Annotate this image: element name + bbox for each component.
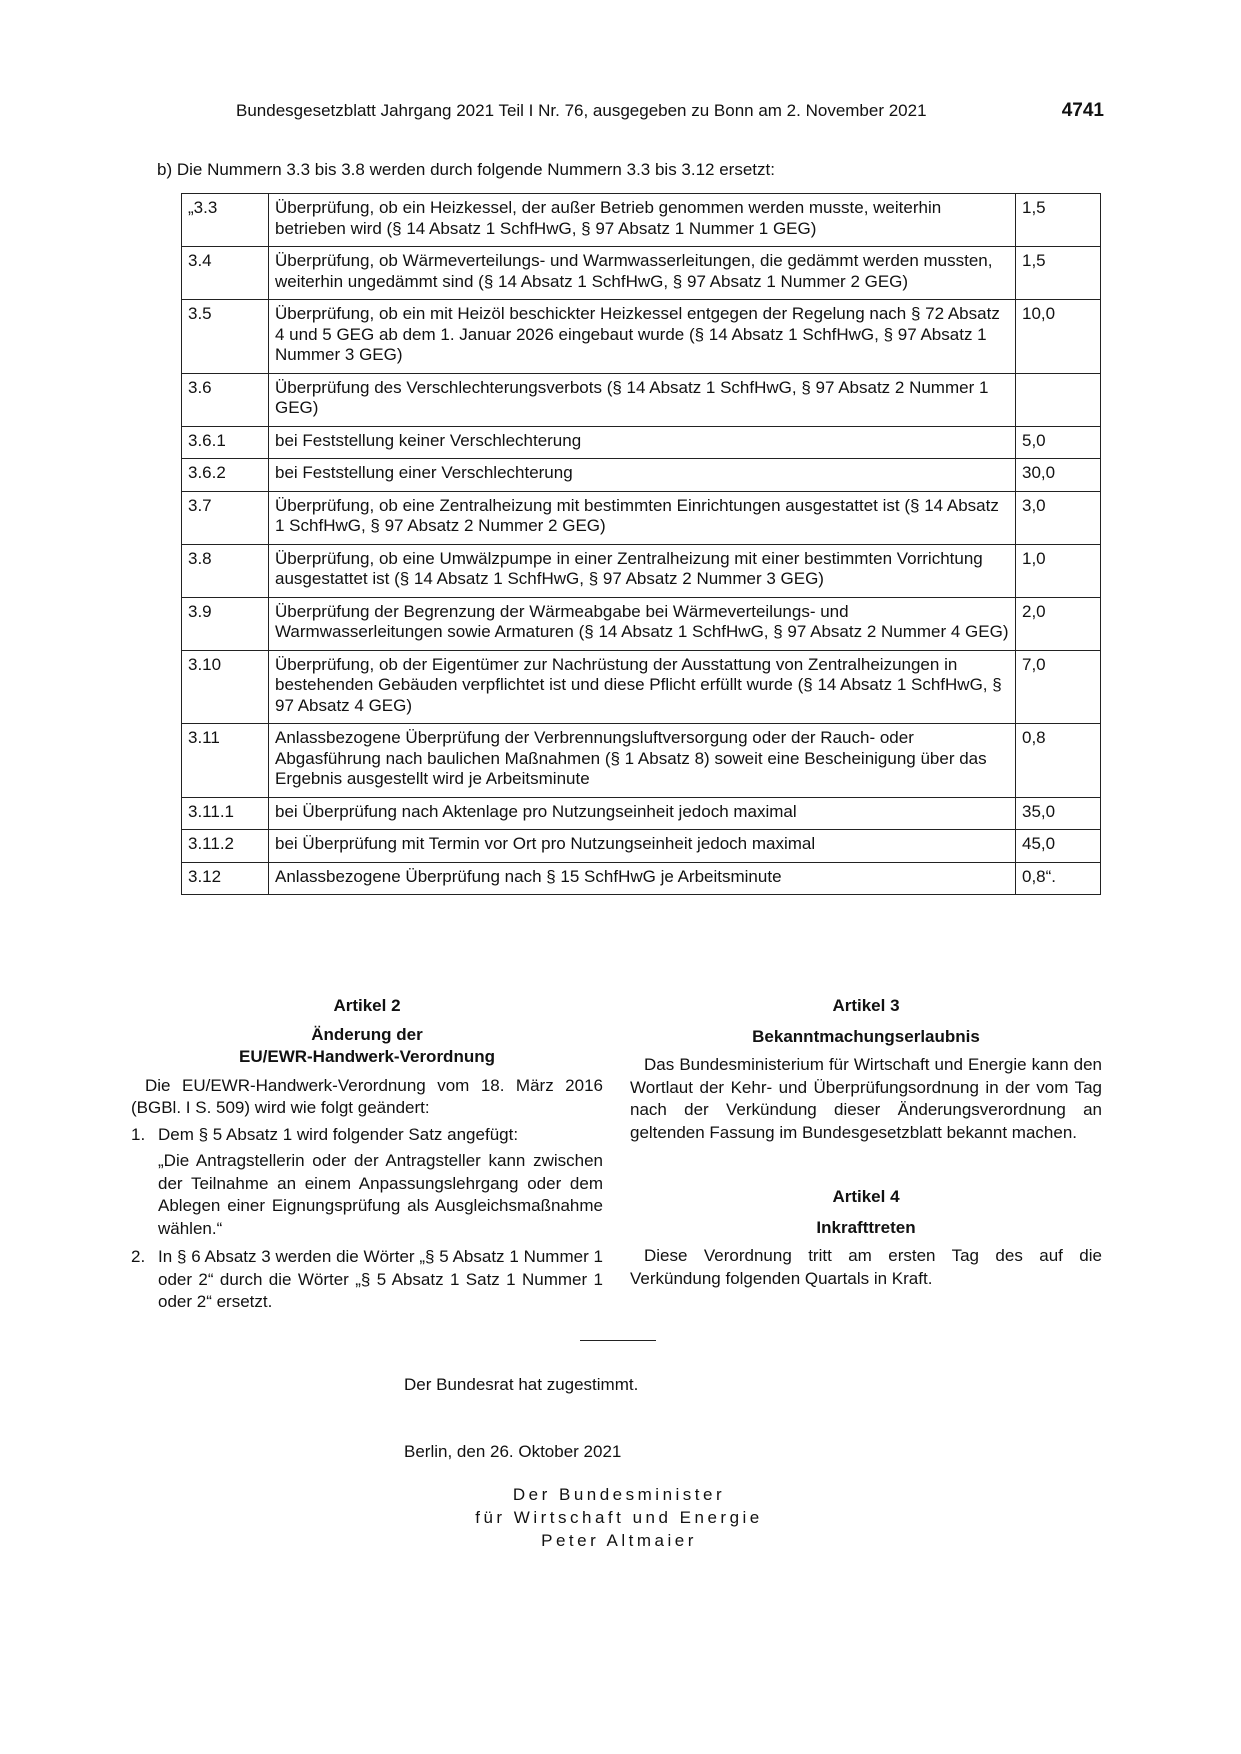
table-row bbox=[182, 194, 1101, 247]
table-row bbox=[182, 650, 1101, 724]
table-row bbox=[182, 247, 1101, 300]
table-row bbox=[182, 426, 1101, 459]
row-description: Anlassbezogene Überprüfung der Verbrennungsluftversorgung oder der Rauch- oder Abgasführung nach baulichen Maßnahmen (§ 1 Absatz 8) soweit eine Bescheinigung über das Ergebnis ausgestellt wird je Arbeitsminute bbox=[269, 724, 1016, 798]
table-row bbox=[182, 797, 1101, 830]
article-4-text: Diese Verordnung tritt am ersten Tag des auf die Verkündung folgenden Quartals in Kraft. bbox=[630, 1246, 1102, 1288]
row-fee-value: 1,5 bbox=[1016, 247, 1101, 300]
row-number: 3.6.2 bbox=[182, 459, 269, 492]
table-row bbox=[182, 830, 1101, 863]
list-item-label: 1. bbox=[131, 1124, 146, 1144]
table-row bbox=[182, 459, 1101, 492]
row-number: 3.11.1 bbox=[182, 797, 269, 830]
signatory-title: Der Bundesminister bbox=[512, 1485, 726, 1504]
row-description: Überprüfung, ob ein mit Heizöl beschickter Heizkessel entgegen der Regelung nach § 72 Absatz 4 und 5 GEG ab dem 1. Januar 2026 eingebaut wurde (§ 14 Absatz 1 SchfHwG, § 97 Absatz 1 Nummer 3 GEG) bbox=[269, 300, 1016, 374]
article-3-title: Bekanntmachungserlaubnis bbox=[752, 1026, 980, 1046]
row-description: Überprüfung, ob Wärmeverteilungs- und Warmwasserleitungen, die gedämmt werden mussten, weiterhin ungedämmt sind (§ 14 Absatz 1 SchfHwG, § 97 Absatz 1 Nummer 2 GEG) bbox=[269, 247, 1016, 300]
article-4-heading: Artikel 4 bbox=[832, 1187, 900, 1206]
signature-block bbox=[404, 1483, 834, 1552]
article-3-heading: Artikel 3 bbox=[832, 996, 900, 1015]
row-description: Überprüfung der Begrenzung der Wärmeabgabe bei Wärmeverteilungs- und Warmwasserleitungen sowie Armaturen (§ 14 Absatz 1 SchfHwG, § 97 Absatz 2 Nummer 4 GEG) bbox=[269, 597, 1016, 650]
row-fee-value: 3,0 bbox=[1016, 491, 1101, 544]
articles-3-4 bbox=[630, 995, 1102, 1290]
article-2-title-line1: Änderung der bbox=[311, 1024, 423, 1044]
row-description: bei Überprüfung nach Aktenlage pro Nutzungseinheit jedoch maximal bbox=[269, 797, 1016, 830]
article-2-intro: Die EU/EWR-Handwerk-Verordnung vom 18. März 2016 (BGBl. I S. 509) wird wie folgt geändert: bbox=[131, 1075, 603, 1117]
row-description: bei Feststellung einer Verschlechterung bbox=[269, 459, 1016, 492]
row-number: 3.11.2 bbox=[182, 830, 269, 863]
row-fee-value: 5,0 bbox=[1016, 426, 1101, 459]
fee-table bbox=[181, 193, 1101, 895]
quoted-sentence: „Die Antragstellerin oder der Antragsteller kann zwischen der Teilnahme an einem Anpassungslehrgang oder dem Ablegen einer Eignungsprüfung als Ausgleichsmaßnahme wählen.“ bbox=[158, 1151, 603, 1238]
row-fee-value: 1,0 bbox=[1016, 544, 1101, 597]
article-4-title: Inkrafttreten bbox=[816, 1217, 916, 1237]
intro-text: b) Die Nummern 3.3 bis 3.8 werden durch folgende Nummern 3.3 bis 3.12 ersetzt: bbox=[157, 160, 775, 179]
signatory-name: Peter Altmaier bbox=[541, 1531, 697, 1550]
row-description: Überprüfung, ob der Eigentümer zur Nachrüstung der Ausstattung von Zentralheizungen in bestehenden Gebäuden verpflichtet ist und diese Pflicht erfüllt wurde (§ 14 Absatz 1 SchfHwG, § 97 Absatz 4 GEG) bbox=[269, 650, 1016, 724]
row-number: 3.9 bbox=[182, 597, 269, 650]
table-row bbox=[182, 862, 1101, 895]
row-description: Überprüfung, ob eine Zentralheizung mit bestimmten Einrichtungen ausgestattet ist (§ 14 Absatz 1 SchfHwG, § 97 Absatz 2 Nummer 2 GEG) bbox=[269, 491, 1016, 544]
row-description: Überprüfung, ob eine Umwälzpumpe in einer Zentralheizung mit einer bestimmten Vorrichtung ausgestattet ist (§ 14 Absatz 1 SchfHwG, § 97 Absatz 2 Nummer 3 GEG) bbox=[269, 544, 1016, 597]
row-fee-value bbox=[1016, 373, 1101, 426]
list-item bbox=[131, 1246, 603, 1314]
row-description: Überprüfung des Verschlechterungsverbots (§ 14 Absatz 1 SchfHwG, § 97 Absatz 2 Nummer 1 GEG) bbox=[269, 373, 1016, 426]
row-fee-value: 1,5 bbox=[1016, 194, 1101, 247]
row-fee-value: 2,0 bbox=[1016, 597, 1101, 650]
table-row bbox=[182, 724, 1101, 798]
row-number: 3.12 bbox=[182, 862, 269, 895]
row-number: 3.10 bbox=[182, 650, 269, 724]
page-header bbox=[236, 100, 1104, 124]
row-fee-value: 30,0 bbox=[1016, 459, 1101, 492]
page-number: 4741 bbox=[1061, 100, 1104, 121]
row-description: bei Feststellung keiner Verschlechterung bbox=[269, 426, 1016, 459]
row-fee-value: 45,0 bbox=[1016, 830, 1101, 863]
place-date: Berlin, den 26. Oktober 2021 bbox=[404, 1442, 622, 1461]
row-description: Anlassbezogene Überprüfung nach § 15 SchfHwG je Arbeitsminute bbox=[269, 862, 1016, 895]
row-description: Überprüfung, ob ein Heizkessel, der außer Betrieb genommen werden musste, weiterhin betrieben wird (§ 14 Absatz 1 SchfHwG, § 97 Absatz 1 Nummer 1 GEG) bbox=[269, 194, 1016, 247]
list-item-text: In § 6 Absatz 3 werden die Wörter „§ 5 Absatz 1 Nummer 1 oder 2“ durch die Wörter „§ 5 Absatz 1 Satz 1 Nummer 1 oder 2“ ersetzt. bbox=[158, 1247, 603, 1311]
row-number: 3.11 bbox=[182, 724, 269, 798]
signatory-ministry: für Wirtschaft und Energie bbox=[475, 1508, 763, 1527]
article-2-title-line2: EU/EWR-Handwerk-Verordnung bbox=[239, 1047, 495, 1066]
table-row bbox=[182, 373, 1101, 426]
row-fee-value: 0,8 bbox=[1016, 724, 1101, 798]
list-item-label: 2. bbox=[131, 1247, 146, 1266]
article-2-heading: Artikel 2 bbox=[333, 996, 401, 1015]
list-item-text: Dem § 5 Absatz 1 wird folgender Satz angefügt: bbox=[158, 1124, 519, 1144]
article-3-text: Das Bundesministerium für Wirtschaft und Energie kann den Wortlaut der Kehr- und Überprüfungsordnung in der vom Tag nach der Verkündung dieser Änderungsverordnung an geltenden Fassung im Bundesgesetzblatt bekannt machen. bbox=[630, 1055, 1102, 1142]
article-2-title bbox=[131, 1024, 603, 1069]
row-description: bei Überprüfung mit Termin vor Ort pro Nutzungseinheit jedoch maximal bbox=[269, 830, 1016, 863]
article-2 bbox=[131, 995, 603, 1318]
row-fee-value: 7,0 bbox=[1016, 650, 1101, 724]
list-item bbox=[131, 1124, 603, 1147]
row-number: „3.3 bbox=[182, 194, 269, 247]
row-number: 3.5 bbox=[182, 300, 269, 374]
gazette-title: Bundesgesetzblatt Jahrgang 2021 Teil I Nr. 76, ausgegeben zu Bonn am 2. November 2021 bbox=[236, 101, 927, 120]
table-row bbox=[182, 544, 1101, 597]
row-number: 3.7 bbox=[182, 491, 269, 544]
approval-note: Der Bundesrat hat zugestimmt. bbox=[404, 1375, 639, 1394]
table-row bbox=[182, 491, 1101, 544]
table-row bbox=[182, 300, 1101, 374]
row-number: 3.6.1 bbox=[182, 426, 269, 459]
row-number: 3.8 bbox=[182, 544, 269, 597]
row-number: 3.4 bbox=[182, 247, 269, 300]
row-fee-value: 10,0 bbox=[1016, 300, 1101, 374]
row-fee-value: 0,8“. bbox=[1016, 862, 1101, 895]
divider bbox=[580, 1340, 656, 1341]
row-number: 3.6 bbox=[182, 373, 269, 426]
table-row bbox=[182, 597, 1101, 650]
row-fee-value: 35,0 bbox=[1016, 797, 1101, 830]
